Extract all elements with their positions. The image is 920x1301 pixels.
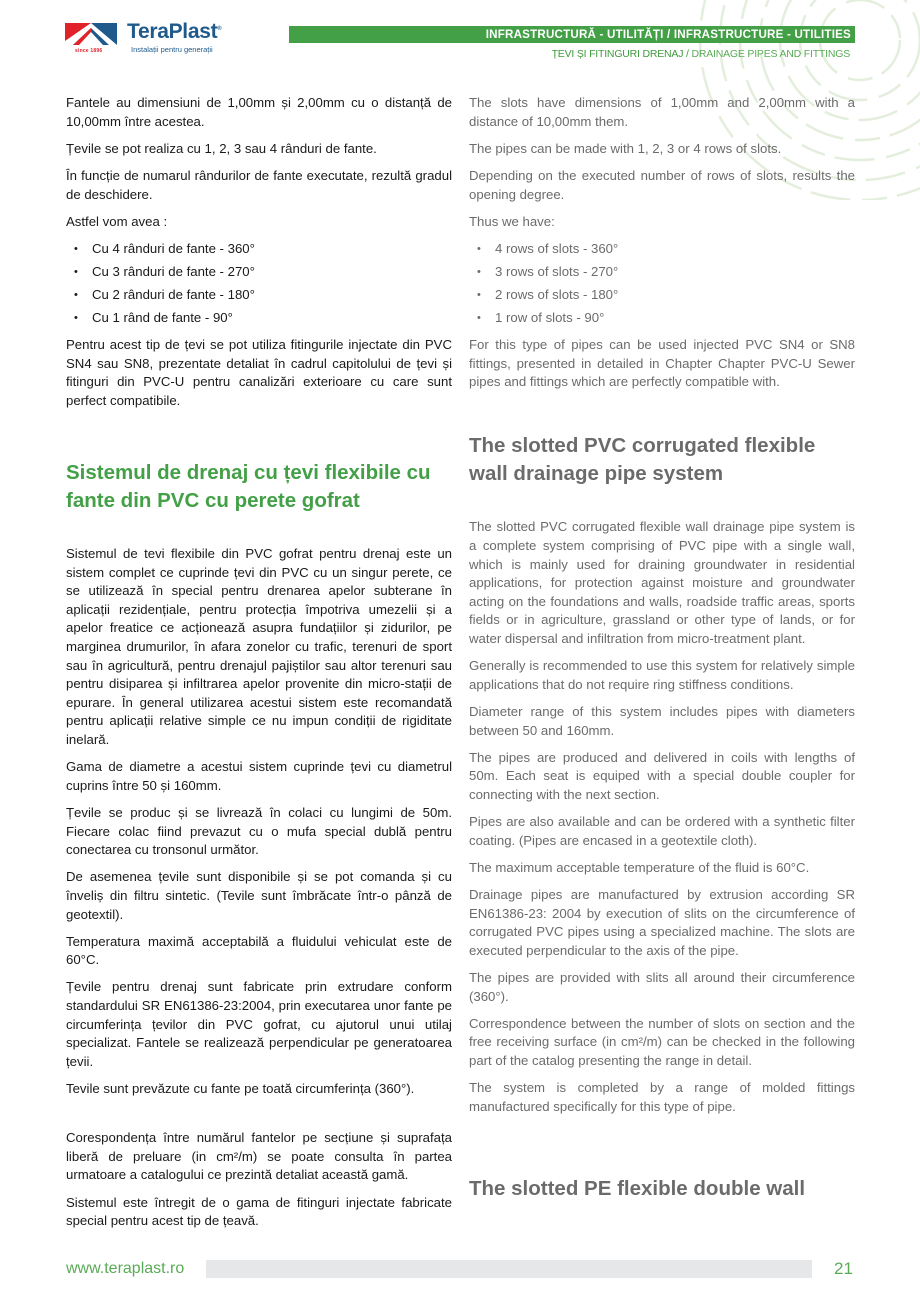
list-item: • Cu 1 rând de fante - 90° [66, 309, 452, 328]
paragraph: În funcție de numarul rândurilor de fante executate, rezultă gradul de deschidere. [66, 167, 452, 202]
paragraph: Astfel vom avea : [66, 213, 168, 229]
chapter-subtitle: ȚEVI ȘI FITINGURI DRENAJ / DRAINAGE PIPES AND FITTINGS [551, 48, 850, 60]
romanian-column [66, 94, 452, 1239]
section-heading: The slotted PVC corrugated flexible wall drainage pipe system [469, 434, 816, 486]
list-item: • Cu 3 rânduri de fante - 270° [66, 263, 452, 282]
paragraph: Țevile se produc și se livrează în colaci cu lungimi de 50m. Fiecare colac fiind prevazut cu o mufa special dublă pentru conectarea cu tronsonul următor. [66, 804, 452, 858]
paragraph: De asemenea țevile sunt disponibile și se pot comanda și cu înveliș din filtru sintetic. (Tevile sunt îmbrăcate într-o pânză de geotextil). [66, 869, 452, 922]
section-banner-text: INFRASTRUCTURĂ - UTILITĂȚI / INFRASTRUCTURE - UTILITIES [485, 28, 851, 41]
list-item: • 1 row of slots - 90° [469, 309, 855, 328]
paragraph: Correspondence between the number of slots on section and the free receiving surface (in cm²/m) can be checked in the following part of the catalog presenting the range in detail. [469, 1015, 855, 1069]
paragraph: Tevile sunt prevăzute cu fante pe toată circumferința (360°). [66, 1081, 415, 1097]
logo-name: TeraPlast® [127, 20, 222, 43]
list-item: • Cu 2 rânduri de fante - 180° [66, 286, 452, 305]
list-item: • 2 rows of slots - 180° [469, 286, 855, 305]
paragraph: Thus we have: [469, 213, 555, 229]
section-heading: Sistemul de drenaj cu țevi flexibile cu fante din PVC cu perete gofrat [66, 461, 431, 513]
paragraph: Generally is recommended to use this system for relatively simple applications that do not require ring stiffness conditions. [469, 658, 855, 692]
logo-since: since 1896 [75, 48, 103, 54]
paragraph: The pipes are produced and delivered in coils with lengths of 50m. Each seat is equiped with a special double coupler for connecting with the next section. [469, 749, 855, 802]
paragraph: Sistemul de tevi flexibile din PVC gofrat pentru drenaj este un sistem complet ce cuprinde țevi din PVC cu un singur perete, ce se utilizează în special pentru drenarea apelor subterane în aplicații rezidențiale, pentru protecția împotriva umezelii și a apelor freatice ce acționează asupra fundațiilor și zidurilor, pe marginea drumurilor, în afara zonelor cu trafic, terenuri de sport sau în agricultură, pentru drenajul pajiștilor sau altor terenuri sau pentru disiparea și infiltrarea apelor provenite din micro-stații de epurare. În general utilizarea acestui sistem este recomandată pentru aplicații relative simple ce nu impun condiții de rigiditate inelară. [66, 546, 452, 747]
paragraph: Depending on the executed number of rows of slots, results the opening degree. [469, 167, 855, 202]
slots-list [469, 240, 855, 328]
paragraph: For this type of pipes can be used injected PVC SN4 or SN8 fittings, presented in detailed in Chapter Chapter PVC-U Sewer pipes and fittings which are perfectly compatible with. [469, 337, 855, 390]
slots-list [66, 240, 452, 328]
section-banner [289, 26, 855, 43]
paragraph: The system is completed by a range of molded fittings manufactured specifically for this type of pipe. [469, 1080, 855, 1114]
page-number: 21 [834, 1259, 853, 1278]
paragraph: Țevile pentru drenaj sunt fabricate prin extrudare conform standardului SR EN61386-23:2004, prin executarea unor fante pe circumferința țevilor din PVC gofrat, cu ajutorul unui utilaj specializat. Fantele se realizează perpendicular pe generatoarea țevii. [66, 979, 452, 1069]
paragraph: Drainage pipes are manufactured by extrusion according SR EN61386-23: 2004 by execution of slits on the circumference of corrugated PVC pipes using a specialized machine. The slots are executed perpendicular to the axis of the pipe. [469, 887, 855, 958]
paragraph: Pentru acest tip de țevi se pot utiliza fitingurile injectate din PVC SN4 sau SN8, prezentate detaliat în cadrul capitolului de țevi și fitinguri din PVC-U pentru canalizări exterioare cu care sunt perfect compatibile. [66, 337, 452, 408]
section-heading: The slotted PE flexible double wall [469, 1177, 806, 1201]
paragraph: Sistemul este întregit de o gama de fitinguri injectate fabricate special pentru acest tip de țeavă. [66, 1194, 452, 1229]
teraplast-logo [65, 20, 235, 57]
paragraph: Pipes are also available and can be ordered with a synthetic filter coating. (Pipes are encased in a geotextile cloth). [469, 814, 855, 848]
paragraph: Fantele au dimensiuni de 1,00mm și 2,00mm cu o distanță de 10,00mm între acestea. [66, 95, 452, 129]
paragraph: Gama de diametre a acestui sistem cuprinde țevi cu diametrul cuprins între 50 și 160mm. [66, 759, 452, 793]
paragraph: Țevile se pot realiza cu 1, 2, 3 sau 4 rânduri de fante. [66, 140, 377, 156]
paragraph: The maximum acceptable temperature of the fluid is 60°C. [469, 859, 810, 875]
paragraph: Temperatura maximă acceptabilă a fluidului vehiculat este de 60°C. [66, 933, 452, 968]
english-column [469, 94, 855, 1203]
paragraph: Corespondența între numărul fantelor pe secțiune și suprafața liberă de preluare (in cm²/m) se poate consulta în partea urmatoare a catalogului ce prezintă detaliat această gamă. [66, 1130, 452, 1183]
list-item: • 4 rows of slots - 360° [469, 240, 855, 259]
paragraph: The slotted PVC corrugated flexible wall drainage pipe system is a complete system comprising of PVC pipe with a single wall, which is mainly used for draining groundwater in residential applications, for protection against moisture and groundwater acting on the foundations and walls, roadside traffic areas, sports fields or in agriculture, grassland or other type of lands, or for water dispersal and infiltration from micro-treatment plant. [469, 519, 855, 647]
footer-divider-bar [206, 1260, 812, 1278]
paragraph: The slots have dimensions of 1,00mm and 2,00mm with a distance of 10,00mm them. [469, 95, 855, 129]
paragraph: The pipes can be made with 1, 2, 3 or 4 rows of slots. [469, 140, 782, 156]
paragraph: The pipes are provided with slits all around their circumference (360°). [469, 970, 855, 1004]
list-item: • 3 rows of slots - 270° [469, 263, 855, 282]
website-link[interactable]: www.teraplast.ro [66, 1260, 185, 1277]
paragraph: Diameter range of this system includes pipes with diameters between 50 and 160mm. [469, 703, 855, 738]
list-item: • Cu 4 rânduri de fante - 360° [66, 240, 452, 259]
logo-tagline: Instalații pentru generații [131, 45, 213, 54]
